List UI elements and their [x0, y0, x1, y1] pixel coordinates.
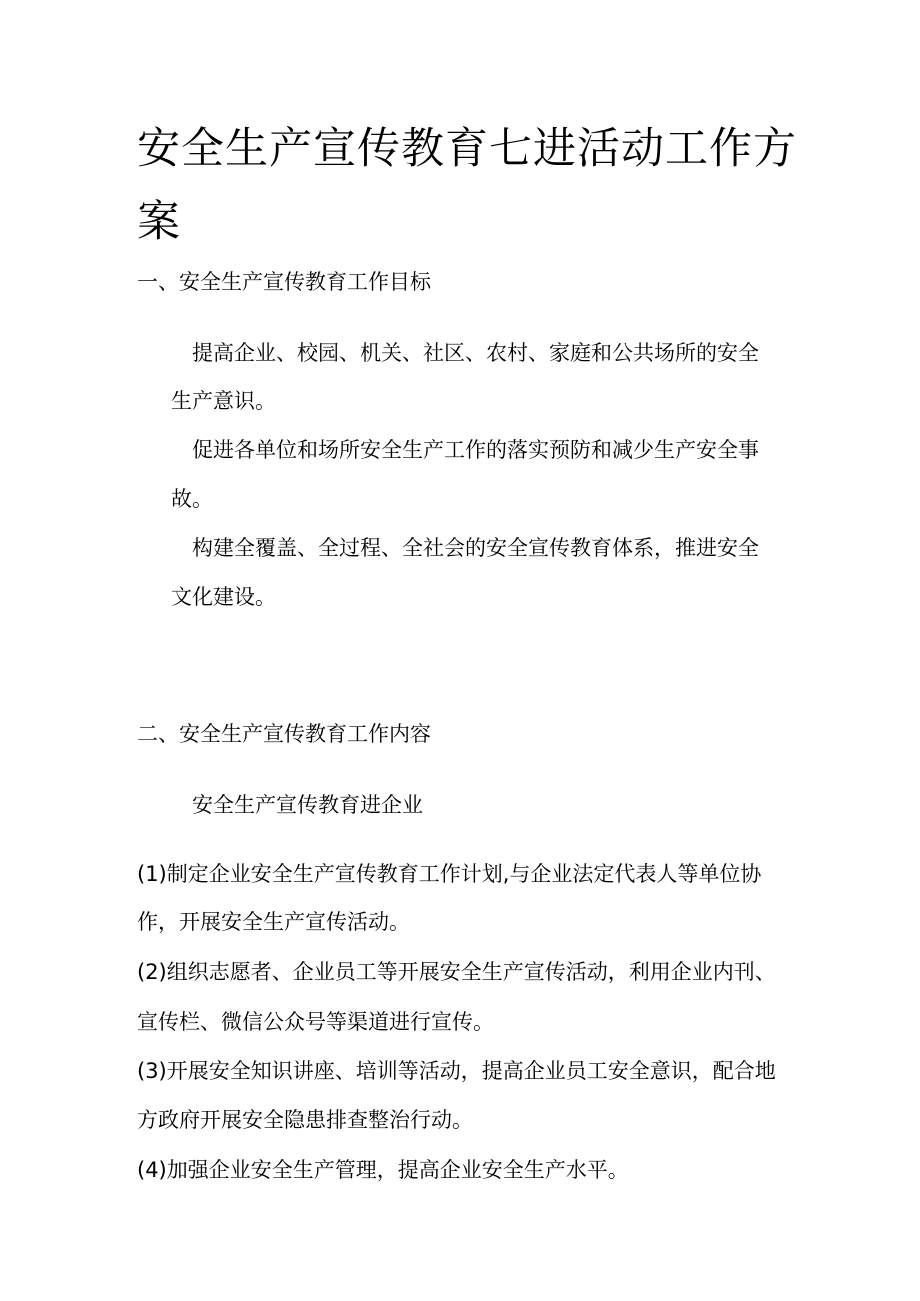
content-item-4-line-1: (4)加强企业安全生产管理，提高企业安全生产水平。: [137, 1158, 629, 1182]
document-title-line-1: 安全生产宣传教育七进活动工作方: [137, 124, 797, 174]
goal-paragraph-3-line-1: 构建全覆盖、全过程、全社会的安全宣传教育体系，推进安全: [192, 536, 759, 560]
subheading-enterprise: 安全生产宣传教育进企业: [192, 793, 423, 817]
content-item-2-line-1: (2)组织志愿者、企业员工等开展安全生产宣传活动，利用企业内刊、: [137, 960, 776, 984]
content-item-3-line-1: (3)开展安全知识讲座、培训等活动，提高企业员工安全意识，配合地: [137, 1059, 776, 1083]
goal-paragraph-3-line-2: 文化建设。: [171, 585, 276, 609]
content-item-3-line-2: 方政府开展安全隐患排查整治行动。: [137, 1108, 473, 1132]
goal-paragraph-2-line-2: 故。: [171, 487, 213, 511]
document-title-line-2: 案: [137, 197, 181, 247]
section-heading-content: 二、安全生产宣传教育工作内容: [137, 722, 431, 746]
section-heading-goals: 一、安全生产宣传教育工作目标: [137, 270, 431, 294]
content-item-1-line-2: 作，开展安全生产宣传活动。: [137, 910, 410, 934]
content-item-2-line-2: 宣传栏、微信公众号等渠道进行宣传。: [137, 1010, 494, 1034]
content-item-1-line-1: (1)制定企业安全生产宣传教育工作计划,与企业法定代表人等单位协: [137, 862, 762, 886]
goal-paragraph-1-line-1: 提高企业、校园、机关、社区、农村、家庭和公共场所的安全: [192, 341, 759, 365]
goal-paragraph-2-line-1: 促进各单位和场所安全生产工作的落实预防和减少生产安全事: [192, 438, 759, 462]
goal-paragraph-1-line-2: 生产意识。: [171, 389, 276, 413]
